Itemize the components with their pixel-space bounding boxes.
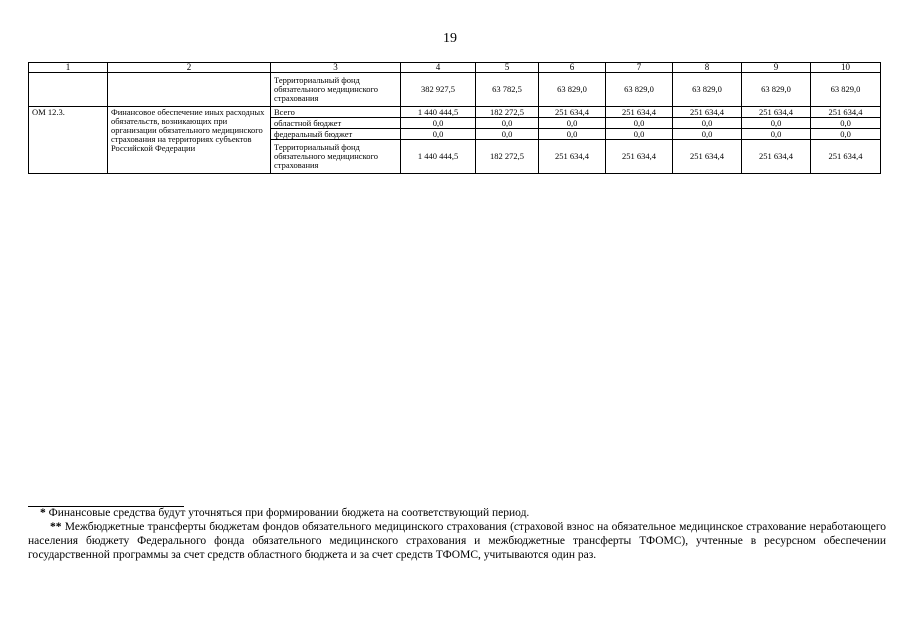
- funding-source-cell: Территориальный фонд обязательного медицинского страхования: [271, 73, 401, 107]
- value-cell: 251 634,4: [606, 140, 673, 174]
- value-cell: 0,0: [811, 129, 881, 140]
- value-cell: 0,0: [539, 129, 606, 140]
- value-cell: 63 782,5: [476, 73, 539, 107]
- value-cell: 0,0: [401, 118, 476, 129]
- value-cell: 63 829,0: [606, 73, 673, 107]
- funding-source-cell: Территориальный фонд обязательного медицинского страхования: [271, 140, 401, 174]
- value-cell: 63 829,0: [539, 73, 606, 107]
- footnote-mark: *: [40, 507, 46, 519]
- funding-source-cell: федеральный бюджет: [271, 129, 401, 140]
- value-cell: 0,0: [811, 118, 881, 129]
- footnote-mark: **: [50, 521, 62, 533]
- value-cell: 251 634,4: [742, 140, 811, 174]
- footnote: [40, 506, 880, 520]
- value-cell: 0,0: [673, 129, 742, 140]
- column-number: 3: [271, 63, 401, 73]
- budget-table: [28, 62, 881, 174]
- value-cell: 0,0: [476, 129, 539, 140]
- value-cell: 63 829,0: [673, 73, 742, 107]
- column-number: 5: [476, 63, 539, 73]
- column-number: 9: [742, 63, 811, 73]
- measure-code-cell: ОМ 12.3.: [29, 107, 108, 174]
- column-number: 2: [108, 63, 271, 73]
- column-number: 1: [29, 63, 108, 73]
- page-number: 19: [443, 31, 457, 46]
- table-row: [29, 107, 881, 118]
- column-number: 7: [606, 63, 673, 73]
- value-cell: 63 829,0: [811, 73, 881, 107]
- value-cell: 251 634,4: [811, 107, 881, 118]
- footnote: [28, 520, 886, 562]
- value-cell: 251 634,4: [673, 140, 742, 174]
- continuation-row: [29, 73, 881, 107]
- value-cell: 1 440 444,5: [401, 140, 476, 174]
- value-cell: 1 440 444,5: [401, 107, 476, 118]
- value-cell: 251 634,4: [811, 140, 881, 174]
- measure-name-cell: Финансовое обеспечение иных расходных обязательств, возникающих при организации обязательного медицинского страхования на территориях субъектов Российской Федерации: [108, 107, 271, 174]
- funding-source-cell: Всего: [271, 107, 401, 118]
- value-cell: 0,0: [742, 129, 811, 140]
- empty-cell: [108, 73, 271, 107]
- footnote-text: Межбюджетные трансферты бюджетам фондов обязательного медицинского страхования (страховой взнос на обязательное медицинское страхование неработающего населения бюджету Федерального фонда обязательного медицинского страхования и межбюджетные трансферты ТФОМС), учтенные в ресурсном обеспечении государственной программы за счет средств областного бюджета и за счет средств ТФОМС, учитываются один раз.: [28, 521, 887, 561]
- empty-cell: [29, 73, 108, 107]
- value-cell: 0,0: [476, 118, 539, 129]
- value-cell: 63 829,0: [742, 73, 811, 107]
- value-cell: 0,0: [606, 118, 673, 129]
- value-cell: 0,0: [742, 118, 811, 129]
- column-number: 4: [401, 63, 476, 73]
- column-number: 6: [539, 63, 606, 73]
- value-cell: 182 272,5: [476, 140, 539, 174]
- funding-source-cell: областной бюджет: [271, 118, 401, 129]
- value-cell: 0,0: [673, 118, 742, 129]
- value-cell: 251 634,4: [673, 107, 742, 118]
- value-cell: 0,0: [606, 129, 673, 140]
- value-cell: 182 272,5: [476, 107, 539, 118]
- column-number: 8: [673, 63, 742, 73]
- value-cell: 251 634,4: [742, 107, 811, 118]
- column-number: 10: [811, 63, 881, 73]
- value-cell: 251 634,4: [539, 107, 606, 118]
- value-cell: 251 634,4: [606, 107, 673, 118]
- value-cell: 382 927,5: [401, 73, 476, 107]
- value-cell: 0,0: [401, 129, 476, 140]
- column-number-row: [29, 63, 881, 73]
- footnote-text: Финансовые средства будут уточняться при формировании бюджета на соответствующий период.: [48, 507, 530, 519]
- value-cell: 251 634,4: [539, 140, 606, 174]
- value-cell: 0,0: [539, 118, 606, 129]
